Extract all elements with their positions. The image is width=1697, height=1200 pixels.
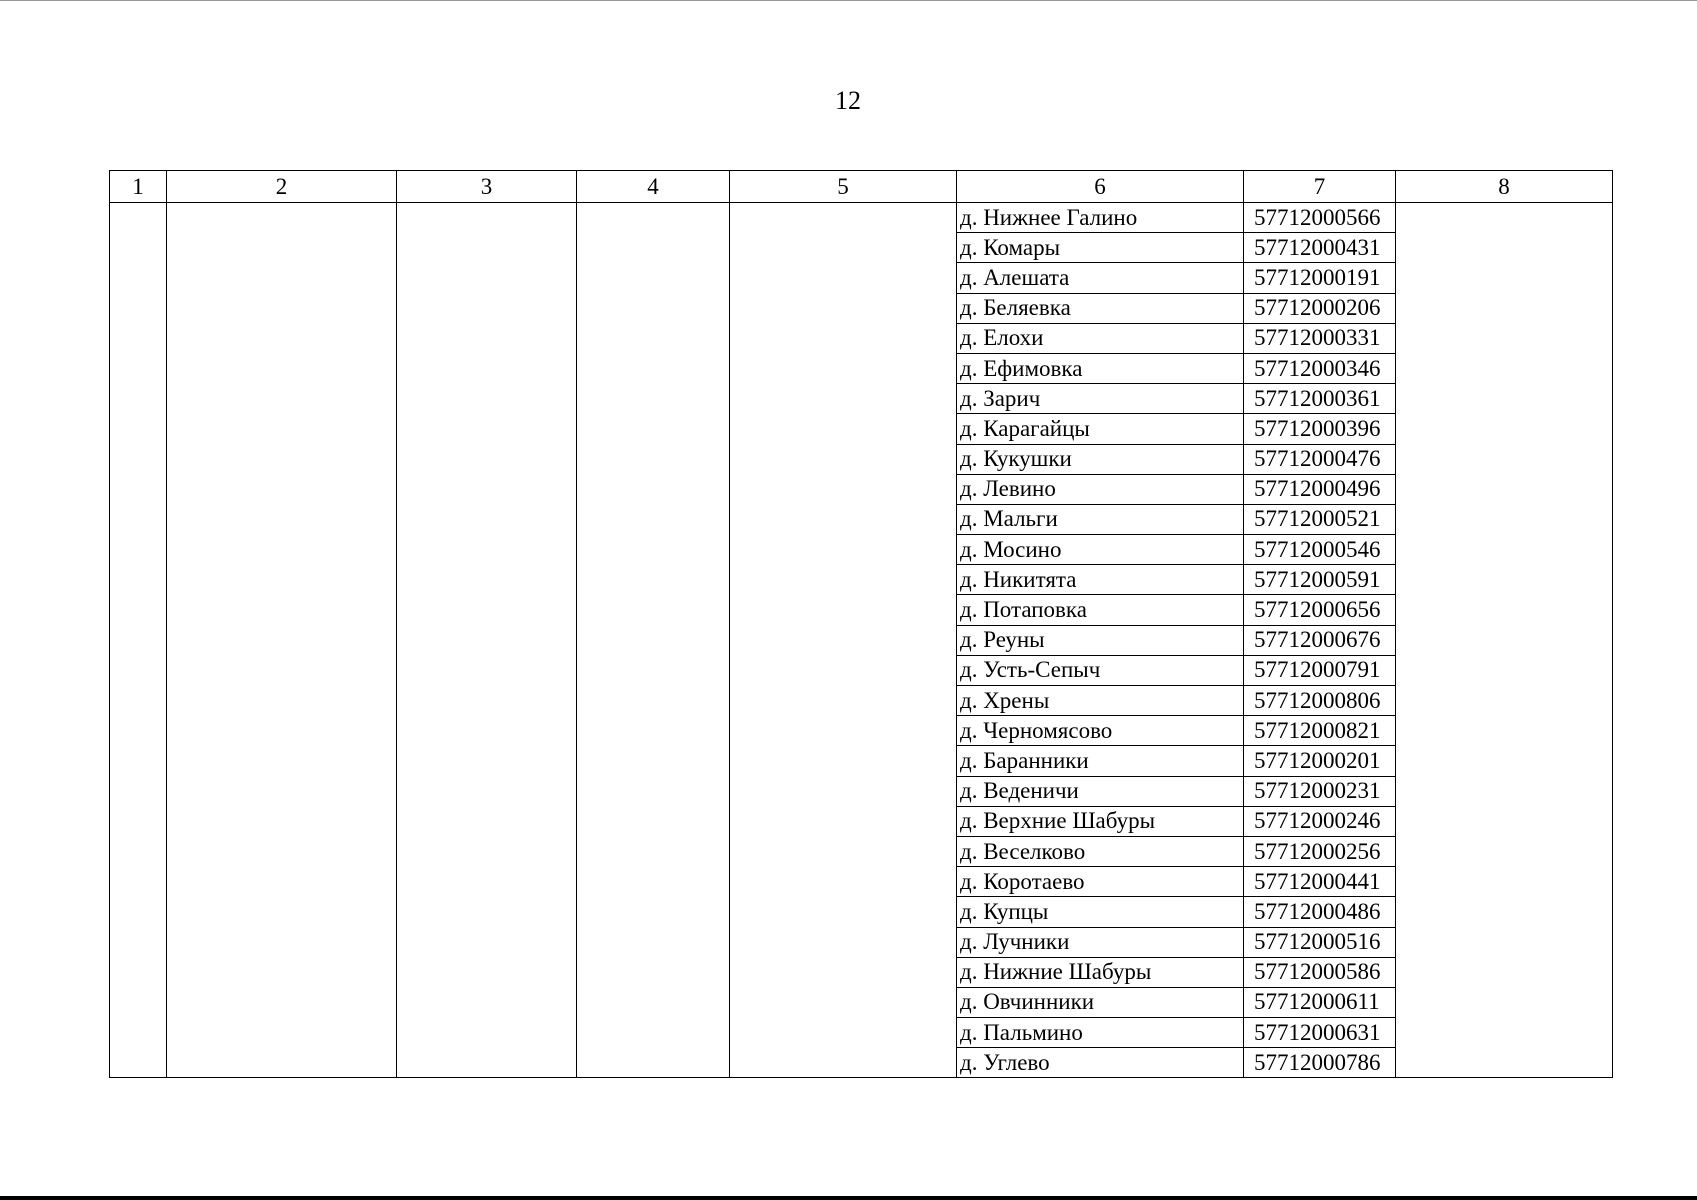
settlement-name-cell: д. Никитята xyxy=(957,565,1244,595)
settlement-name-cell: д. Ефимовка xyxy=(957,353,1244,383)
settlement-name-cell: д. Верхние Шабуры xyxy=(957,806,1244,836)
settlement-name-cell: д. Реуны xyxy=(957,625,1244,655)
oktmo-code-cell: 57712000611 xyxy=(1244,987,1396,1017)
column-header: 2 xyxy=(167,171,397,203)
settlement-name-cell: д. Алешата xyxy=(957,263,1244,293)
settlements-table xyxy=(109,170,1613,1078)
oktmo-code-cell: 57712000806 xyxy=(1244,686,1396,716)
oktmo-code-cell: 57712000331 xyxy=(1244,323,1396,353)
settlement-name-cell: д. Коротаево xyxy=(957,867,1244,897)
settlement-name-cell: д. Кукушки xyxy=(957,444,1244,474)
merged-empty-cell-col-8 xyxy=(1396,203,1613,1078)
column-header: 1 xyxy=(110,171,167,203)
oktmo-code-cell: 57712000441 xyxy=(1244,867,1396,897)
settlement-name-cell: д. Потаповка xyxy=(957,595,1244,625)
oktmo-code-cell: 57712000361 xyxy=(1244,384,1396,414)
table-header-row xyxy=(110,171,1613,203)
settlement-name-cell: д. Углево xyxy=(957,1048,1244,1078)
column-header: 7 xyxy=(1244,171,1396,203)
oktmo-code-cell: 57712000396 xyxy=(1244,414,1396,444)
oktmo-code-cell: 57712000496 xyxy=(1244,474,1396,504)
oktmo-code-cell: 57712000566 xyxy=(1244,203,1396,233)
page-number: 12 xyxy=(835,86,861,115)
settlement-name-cell: д. Зарич xyxy=(957,384,1244,414)
column-header: 8 xyxy=(1396,171,1613,203)
settlement-name-cell: д. Карагайцы xyxy=(957,414,1244,444)
settlement-name-cell: д. Черномясово xyxy=(957,716,1244,746)
settlement-name-cell: д. Левино xyxy=(957,474,1244,504)
oktmo-code-cell: 57712000791 xyxy=(1244,655,1396,685)
oktmo-code-cell: 57712000546 xyxy=(1244,535,1396,565)
oktmo-code-cell: 57712000206 xyxy=(1244,293,1396,323)
oktmo-code-cell: 57712000521 xyxy=(1244,504,1396,534)
settlement-name-cell: д. Пальмино xyxy=(957,1018,1244,1048)
oktmo-code-cell: 57712000631 xyxy=(1244,1018,1396,1048)
merged-empty-cell-col-4 xyxy=(577,203,730,1078)
oktmo-code-cell: 57712000786 xyxy=(1244,1048,1396,1078)
oktmo-code-cell: 57712000431 xyxy=(1244,233,1396,263)
oktmo-code-cell: 57712000256 xyxy=(1244,836,1396,866)
table-body xyxy=(110,203,1613,1078)
merged-empty-cell-col-3 xyxy=(397,203,577,1078)
settlement-name-cell: д. Овчинники xyxy=(957,987,1244,1017)
settlement-name-cell: д. Лучники xyxy=(957,927,1244,957)
column-header: 4 xyxy=(577,171,730,203)
oktmo-code-cell: 57712000476 xyxy=(1244,444,1396,474)
column-header: 6 xyxy=(957,171,1244,203)
settlement-name-cell: д. Елохи xyxy=(957,323,1244,353)
settlement-name-cell: д. Комары xyxy=(957,233,1244,263)
settlement-name-cell: д. Нижние Шабуры xyxy=(957,957,1244,987)
oktmo-code-cell: 57712000676 xyxy=(1244,625,1396,655)
oktmo-code-cell: 57712000656 xyxy=(1244,595,1396,625)
oktmo-code-cell: 57712000201 xyxy=(1244,746,1396,776)
settlement-name-cell: д. Хрены xyxy=(957,686,1244,716)
page-top-edge xyxy=(0,0,1697,1)
table-row xyxy=(110,203,1613,233)
oktmo-code-cell: 57712000486 xyxy=(1244,897,1396,927)
settlement-name-cell: д. Веселково xyxy=(957,836,1244,866)
settlement-name-cell: д. Нижнее Галино xyxy=(957,203,1244,233)
settlement-name-cell: д. Купцы xyxy=(957,897,1244,927)
settlement-name-cell: д. Веденичи xyxy=(957,776,1244,806)
oktmo-code-cell: 57712000516 xyxy=(1244,927,1396,957)
merged-empty-cell-col-2 xyxy=(167,203,397,1078)
oktmo-code-cell: 57712000246 xyxy=(1244,806,1396,836)
oktmo-code-cell: 57712000821 xyxy=(1244,716,1396,746)
settlement-name-cell: д. Мальги xyxy=(957,504,1244,534)
merged-empty-cell-col-1 xyxy=(110,203,167,1078)
settlement-name-cell: д. Беляевка xyxy=(957,293,1244,323)
column-header: 5 xyxy=(730,171,957,203)
settlement-name-cell: д. Усть-Сепыч xyxy=(957,655,1244,685)
settlement-name-cell: д. Баранники xyxy=(957,746,1244,776)
oktmo-code-cell: 57712000586 xyxy=(1244,957,1396,987)
settlement-name-cell: д. Мосино xyxy=(957,535,1244,565)
merged-empty-cell-col-5 xyxy=(730,203,957,1078)
column-header: 3 xyxy=(397,171,577,203)
oktmo-code-cell: 57712000346 xyxy=(1244,353,1396,383)
oktmo-code-cell: 57712000191 xyxy=(1244,263,1396,293)
oktmo-code-cell: 57712000231 xyxy=(1244,776,1396,806)
page-bottom-edge xyxy=(0,1196,1697,1200)
oktmo-code-cell: 57712000591 xyxy=(1244,565,1396,595)
